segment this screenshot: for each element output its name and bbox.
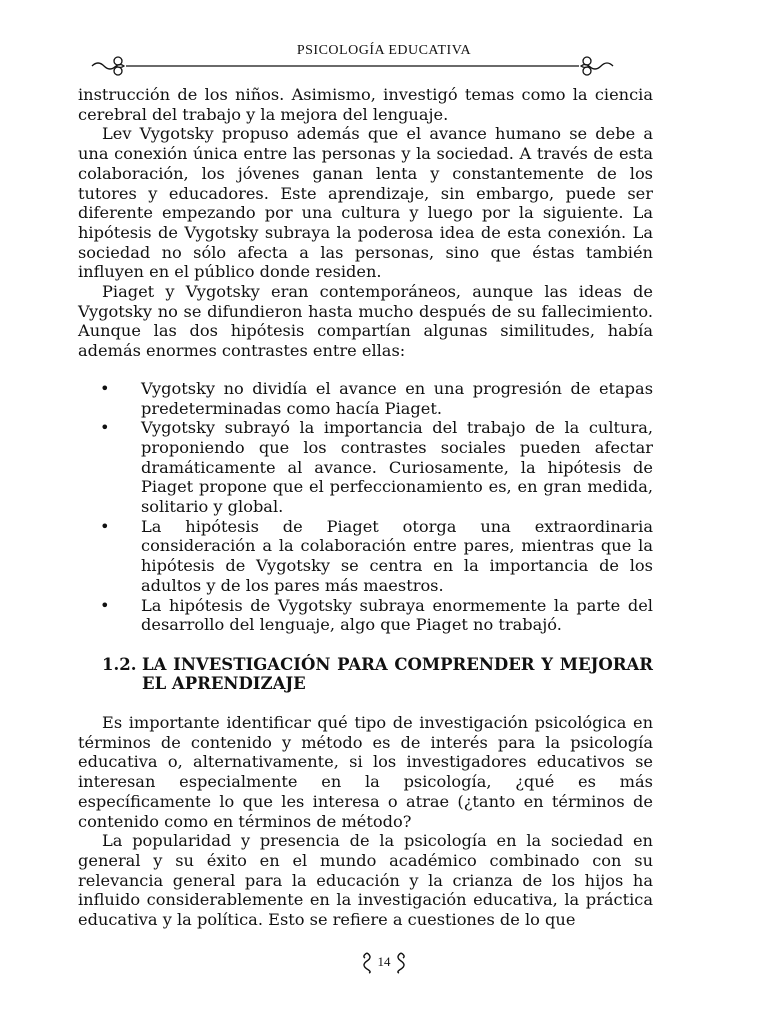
list-item: • La hipótesis de Vygotsky subraya enormemente la parte del desarrollo del lenguaje, algo que Piaget no trabajó. xyxy=(100,595,653,635)
page-body xyxy=(78,85,653,930)
section-number: 1.2. xyxy=(102,654,137,674)
paragraph-4: Es importante identificar qué tipo de investigación psicológica en términos de contenido y método es de interés para la psicología educativa o, alternativamente, si los investigadores educativos se interesan especialmente en la psicología, ¿qué es más específicamente lo que les interesa o atrae (¿tanto en términos de contenido como en términos de método? xyxy=(78,712,653,831)
bullet-icon: • xyxy=(100,595,110,615)
list-item: • Vygotsky no dividía el avance en una progresión de etapas predeterminadas como hacía Piaget. xyxy=(100,378,653,418)
paragraph-5: La popularidad y presencia de la psicología en la sociedad en general y su éxito en el mundo académico combinado con su relevancia general para la educación y la crianza de los hijos ha influido considerablemente en la investigación educativa, la práctica educativa y la política. Esto se refiere a cuestiones de lo que xyxy=(78,831,653,930)
paragraph-3: Piaget y Vygotsky eran contemporáneos, aunque las ideas de Vygotsky no se difundieron hasta mucho después de su fallecimiento. Aunque las dos hipótesis compartían algunas similitudes, había además enormes contrastes entre ellas: xyxy=(78,282,653,361)
paragraph-2: Lev Vygotsky propuso además que el avance humano se debe a una conexión única entre las personas y la sociedad. A través de esta colaboración, los jóvenes ganan lenta y constantemente de los tutores y educadores. Este aprendizaje, sin embargo, puede ser diferente empezando por una cultura y luego por la siguiente. La hipótesis de Vygotsky subraya la poderosa idea de esta conexión. La sociedad no sólo afecta a las personas, sino que éstas también influyen en el público donde residen. xyxy=(78,124,653,282)
page-footer xyxy=(0,952,768,974)
page-number: 14 xyxy=(377,953,391,969)
list-item: • La hipótesis de Piaget otorga una extraordinaria consideración a la colaboración entre pares, mientras que la hipótesis de Vygotsky se centra en la importancia de los adultos y de los pares más maestros. xyxy=(100,516,653,595)
header-ornament-rule xyxy=(90,53,615,79)
contrast-list xyxy=(78,379,653,635)
list-item: • Vygotsky subrayó la importancia del trabajo de la cultura, proponiendo que los contrastes sociales pueden afectar dramáticamente al avance. Curiosamente, la hipótesis de Piaget propone que el perfeccionamiento es, en gran medida, solitario y global. xyxy=(100,418,653,517)
paragraph-1: instrucción de los niños. Asimismo, investigó temas como la ciencia cerebral del trabajo y la mejora del lenguaje. xyxy=(78,85,653,124)
bullet-icon: • xyxy=(100,418,110,438)
bullet-icon: • xyxy=(100,378,110,398)
section-title: LA INVESTIGACIÓN PARA COMPRENDER Y MEJORAR EL APRENDIZAJE xyxy=(142,654,653,694)
running-header: PSICOLOGÍA EDUCATIVA xyxy=(296,43,472,58)
section-heading xyxy=(78,655,653,694)
left-flourish-icon xyxy=(360,952,374,974)
right-flourish-icon xyxy=(394,952,408,974)
bullet-icon: • xyxy=(100,516,110,536)
